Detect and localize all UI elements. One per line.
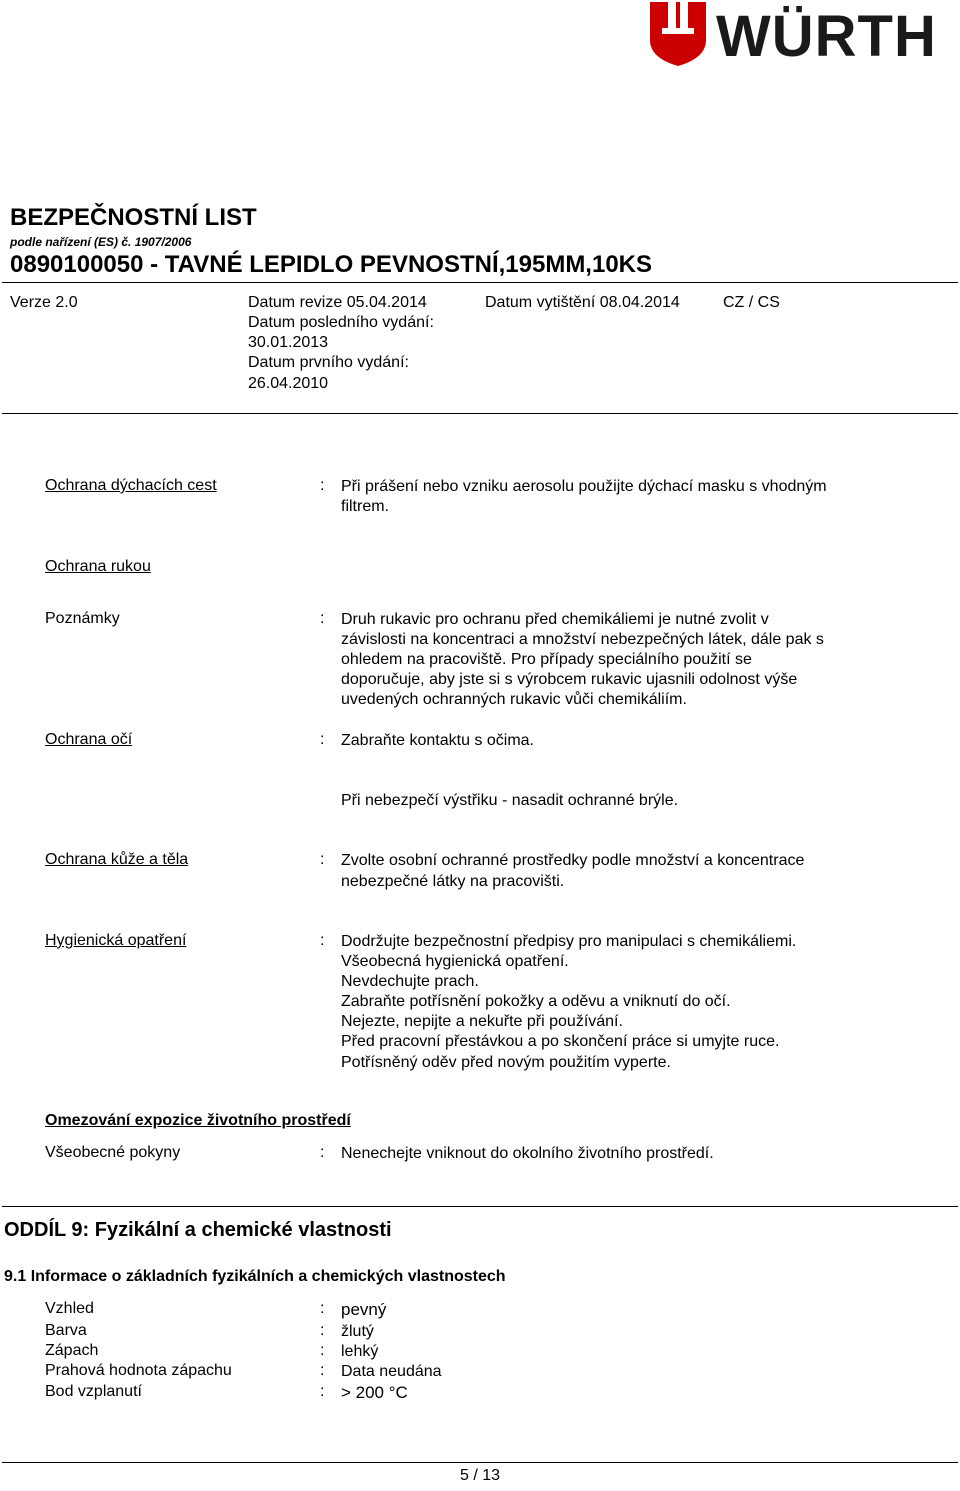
property-value: pevný bbox=[341, 1300, 387, 1319]
property-colon: : bbox=[320, 1300, 325, 1317]
hygiene-colon: : bbox=[320, 932, 325, 949]
hands-heading: Ochrana rukou bbox=[45, 558, 151, 575]
property-value: Data neudána bbox=[341, 1363, 442, 1380]
respiratory-colon: : bbox=[320, 477, 325, 494]
notes-line-1: Druh rukavic pro ochranu před chemikáliemi je nutné zvolit v bbox=[341, 611, 769, 628]
revision-date: Datum revize 05.04.2014 bbox=[248, 294, 427, 311]
hygiene-line-4: Zabraňte potřísnění pokožky a oděvu a vniknutí do očí. bbox=[341, 993, 731, 1010]
eyes-colon: : bbox=[320, 731, 325, 748]
hygiene-line-3: Nevdechujte prach. bbox=[341, 973, 479, 990]
skin-line-2: nebezpečné látky na pracovišti. bbox=[341, 873, 565, 890]
notes-line-3: ohledem na pracoviště. Pro případy speciálního použití se bbox=[341, 651, 752, 668]
header-rule bbox=[2, 282, 958, 283]
hygiene-line-7: Potřísněný oděv před novým použitím vyperte. bbox=[341, 1054, 671, 1071]
last-issue-label: Datum posledního vydání: bbox=[248, 314, 434, 331]
property-label: Prahová hodnota zápachu bbox=[45, 1362, 232, 1379]
hygiene-line-6: Před pracovní přestávkou a po skončení práce si umyjte ruce. bbox=[341, 1033, 780, 1050]
environment-value: Nenechejte vniknout do okolního životního prostředí. bbox=[341, 1145, 714, 1162]
property-label: Zápach bbox=[45, 1342, 99, 1359]
section-rule bbox=[2, 1206, 958, 1207]
property-value: lehký bbox=[341, 1343, 379, 1360]
property-label: Bod vzplanutí bbox=[45, 1383, 142, 1400]
version: Verze 2.0 bbox=[10, 294, 78, 311]
regulation-reference: podle nařízení (ES) č. 1907/2006 bbox=[10, 235, 192, 249]
environment-label: Všeobecné pokyny bbox=[45, 1144, 181, 1161]
language-code: CZ / CS bbox=[723, 294, 780, 311]
notes-label: Poznámky bbox=[45, 610, 120, 627]
respiratory-label: Ochrana dýchacích cest bbox=[45, 477, 217, 494]
property-label: Barva bbox=[45, 1322, 87, 1339]
section-9-1-subtitle: 9.1 Informace o základních fyzikálních a chemických vlastnostech bbox=[4, 1268, 506, 1285]
page-number: 5 / 13 bbox=[459, 1467, 501, 1484]
eyes-label: Ochrana očí bbox=[45, 731, 133, 748]
environment-heading: Omezování expozice životního prostředí bbox=[45, 1112, 351, 1129]
property-colon: : bbox=[320, 1342, 325, 1359]
property-colon: : bbox=[320, 1362, 325, 1379]
property-colon: : bbox=[320, 1383, 325, 1400]
last-issue-value: 30.01.2013 bbox=[248, 334, 329, 351]
skin-line-1: Zvolte osobní ochranné prostředky podle množství a koncentrace bbox=[341, 852, 805, 869]
section-9-title: ODDÍL 9: Fyzikální a chemické vlastnosti bbox=[4, 1219, 392, 1241]
document-title: BEZPEČNOSTNÍ LIST bbox=[10, 204, 257, 231]
skin-label: Ochrana kůže a těla bbox=[45, 851, 189, 868]
environment-colon: : bbox=[320, 1144, 325, 1161]
notes-colon: : bbox=[320, 610, 325, 627]
first-issue-value: 26.04.2010 bbox=[248, 375, 329, 392]
hygiene-line-5: Nejezte, nepijte a nekuřte při používání. bbox=[341, 1013, 623, 1030]
respiratory-line-1: Při prášení nebo vzniku aerosolu použijte dýchací masku s vhodným bbox=[341, 478, 827, 495]
header-bottom-rule bbox=[2, 413, 958, 414]
eyes-line-1: Zabraňte kontaktu s očima. bbox=[341, 732, 534, 749]
eyes-line-2: Při nebezpečí výstřiku - nasadit ochranné brýle. bbox=[341, 792, 679, 809]
skin-colon: : bbox=[320, 851, 325, 868]
hygiene-label: Hygienická opatření bbox=[45, 932, 187, 949]
property-value: žlutý bbox=[341, 1323, 374, 1340]
respiratory-line-2: filtrem. bbox=[341, 498, 389, 515]
notes-line-4: doporučuje, aby jste si s výrobcem rukavic ujasnili odolnost výše bbox=[341, 671, 798, 688]
wurth-logo bbox=[648, 0, 960, 68]
first-issue-label: Datum prvního vydání: bbox=[248, 354, 409, 371]
hygiene-line-1: Dodržujte bezpečnostní předpisy pro manipulaci s chemikáliemi. bbox=[341, 933, 797, 950]
product-title: 0890100050 - TAVNÉ LEPIDLO PEVNOSTNÍ,195MM,10KS bbox=[10, 251, 653, 278]
print-date: Datum vytištění 08.04.2014 bbox=[485, 294, 680, 311]
svg-text:WÜRTH: WÜRTH bbox=[716, 4, 937, 68]
notes-line-5: uvedených ochranných rukavic vůči chemikáliím. bbox=[341, 691, 687, 708]
hygiene-line-2: Všeobecná hygienická opatření. bbox=[341, 953, 569, 970]
property-label: Vzhled bbox=[45, 1300, 94, 1317]
property-value: > 200 °C bbox=[341, 1383, 408, 1402]
property-colon: : bbox=[320, 1322, 325, 1339]
notes-line-2: závislosti na koncentraci a množství nebezpečných látek, dále pak s bbox=[341, 631, 824, 648]
footer-rule bbox=[2, 1462, 958, 1463]
